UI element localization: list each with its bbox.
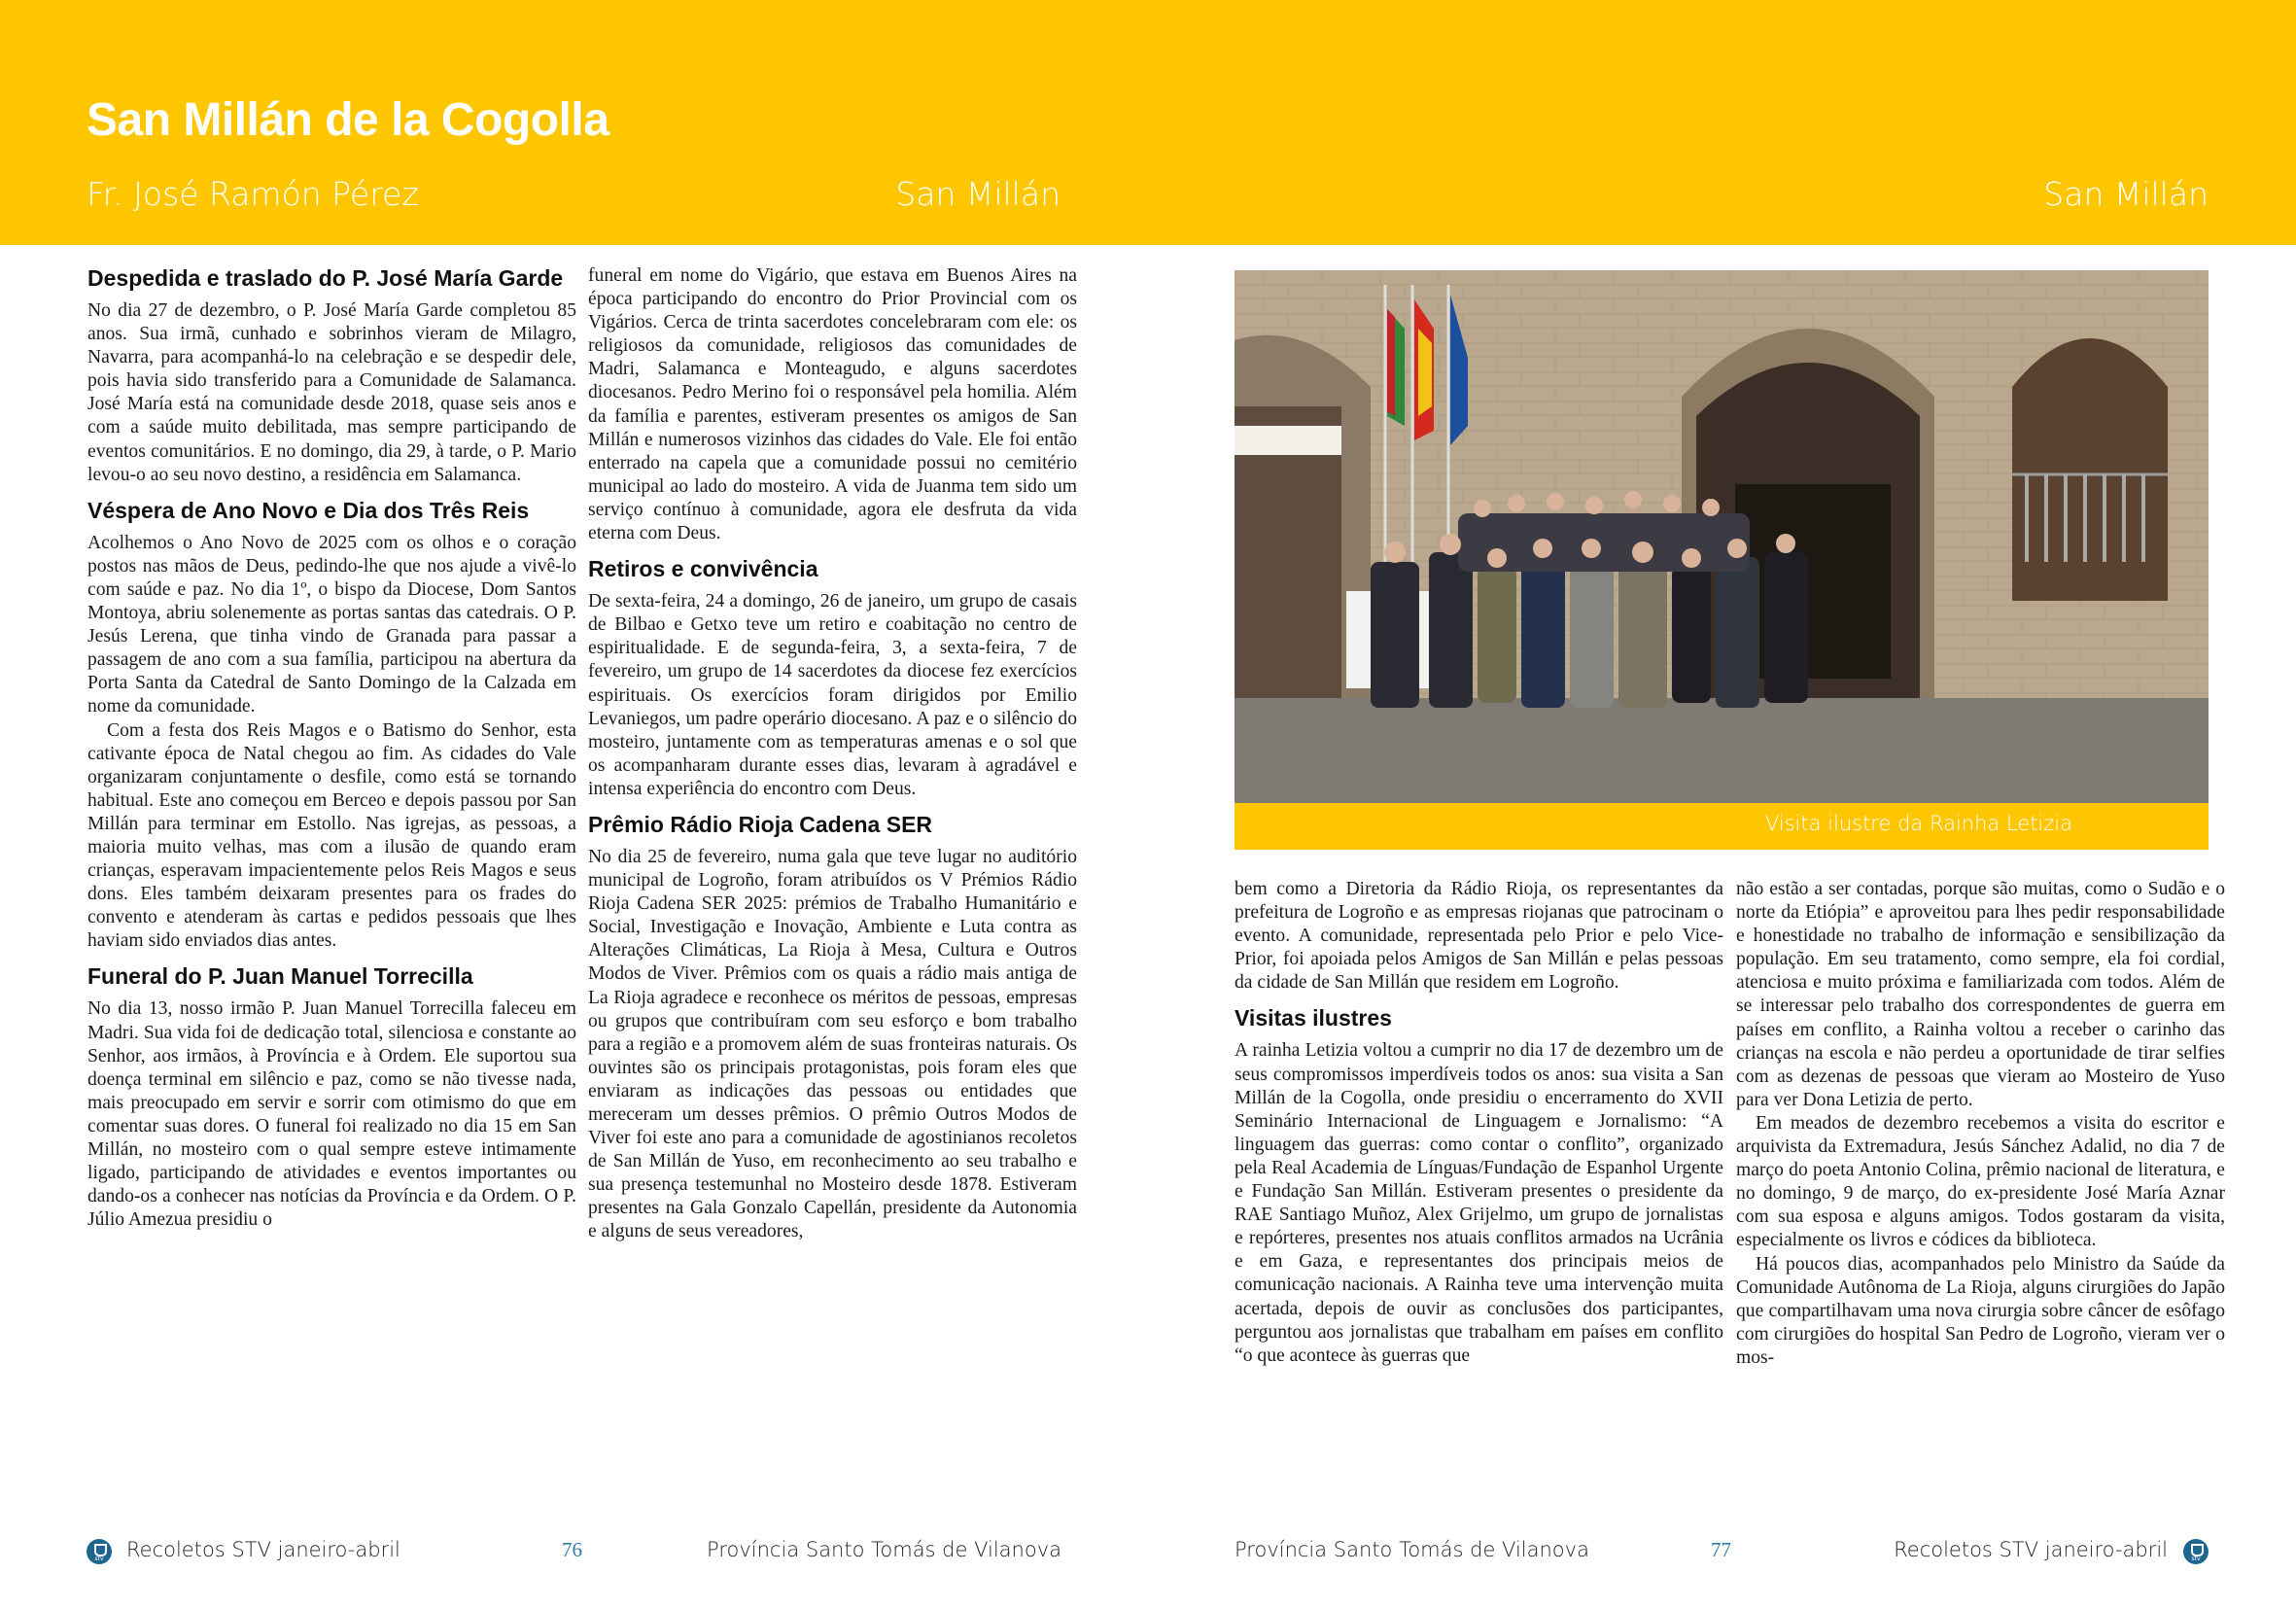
heading-vespera: Véspera de Ano Novo e Dia dos Três Reis — [87, 497, 530, 523]
column-1 — [87, 264, 576, 1232]
footer-magazine-left: Recoletos STV janeiro-abril — [126, 1538, 400, 1561]
paragraph: Em meados de dezembro recebemos a visita do escritor e arquivista da Extremadura, Jesús Sánchez Adalid, no dia 7 de março do poeta Antonio Colina, prêmio nacional de literatura, e no domingo, 9 de março, do ex-presidente José María Aznar com sua esposa e alguns amigos. Todos gostaram da visita, especialmente os livros e códices da biblioteca. — [1736, 1112, 2225, 1251]
footer-province-right: Província Santo Tomás de Vilanova — [1235, 1538, 1589, 1561]
paragraph: bem como a Diretoria da Rádio Rioja, os representantes da prefeitura de Logroño e as empresas riojanas que patrocinam o evento. A comunidade, representada pelo Prior e pelo Vice-Prior, foi apoiada pelos Amigos de San Millán e pelas pessoas da cidade de San Millán que residem em Logroño. — [1235, 879, 1723, 994]
footer-province-left: Província Santo Tomás de Vilanova — [707, 1538, 1061, 1561]
heading-premio: Prêmio Rádio Rioja Cadena SER — [588, 811, 933, 837]
footer-magazine-right: Recoletos STV janeiro-abril — [1894, 1538, 2168, 1561]
paragraph: No dia 25 de fevereiro, numa gala que teve lugar no auditório municipal de Logroño, foram atribuídos os V Prémios Rádio Rioja Cadena SER 2025: prémios de Trabalho Humanitário e Social, Investigação e Inovação, Ambiente e Luta contra as Alterações Climáticas, La Rioja à Mesa, Cultura e Outros Modos de Viver. Prêmios com os quais a rádio mais antiga de La Rioja agradece e reconhece os méritos de pessoas, empresas ou grupos que contribuíram com seu esforço e bom trabalho para a região e a promovem além de suas fronteiras naturais. Os ouvintes são os principais protagonistas, pois foram eles que enviaram as indicações das pessoas ou entidades que mereceram um desses prêmios. O prêmio Outros Modos de Viver foi este ano para a comunidade de agostinianos recoletos de San Millán de Yuso, em reconhecimento ao seu trabalho e sua presença testemunhal no Mosteiro desde 1878. Estiveram presentes na Gala Gonzalo Capellán, presidente da Autonomia e alguns de seus vereadores, — [588, 846, 1077, 1242]
stv-logo-icon: stv — [87, 1539, 112, 1564]
column-2 — [588, 264, 1077, 1244]
paragraph: De sexta-feira, 24 a domingo, 26 de janeiro, um grupo de casais de Bilbao e Getxo teve um retiro e coabitação no centro de espiritualidade. E de segunda-feira, 3, a sexta-feira, 7 de fevereiro, um grupo de 14 sacerdotes da diocese fez exercícios espirituais. Os exercícios foram dirigidos por Emilio Levaniegos, um padre operário diocesano. A paz e o silêncio do mosteiro, juntamente com as temperaturas amenas e o sol que os acompanharam durante esses dias, levaram à agradável e intensa experiência do encontro com Deus. — [588, 591, 1077, 799]
heading-despedida: Despedida e traslado do P. José María Garde — [87, 265, 564, 291]
column-4 — [1736, 878, 2225, 1370]
paragraph: Acolhemos o Ano Novo de 2025 com os olhos e o coração postos nas mãos de Deus, pedindo-lhe que nos ajude a vivê-lo com saúde e paz. No dia 1º, o bispo da Diocese, Dom Santos Montoya, abriu solenemente as portas santas das catedrais. O P. Jesús Lerena, que tinha vindo de Granada para passar a passagem de ano com a sua família, participou na abertura da Porta Santa da Catedral de Santo Domingo de la Calzada em nome da comunidade. — [87, 532, 576, 717]
heading-visitas: Visitas ilustres — [1235, 1005, 1392, 1031]
photo-illustration — [1235, 270, 2209, 803]
author-name: Fr. José Ramón Pérez — [87, 175, 419, 213]
group-photo — [1235, 270, 2209, 803]
paragraph: não estão a ser contadas, porque são muitas, como o Sudão e o norte da Etiópia” e aproveitou para lhes pedir responsabilidade e honestidade no trabalho de informação e sensibilização da população. Em seu tratamento, como sempre, ela foi cordial, atenciosa e muito próxima e familiarizada com todos. Além de se interessar pelo trabalho dos correspondentes de guerra em países em conflito, a Rainha voltou a receber o carinho das crianças na escola e não perdeu a oportunidade de tirar selfies com as dezenas de pessoas que vieram ao Mosteiro de Yuso para ver Dona Letizia de perto. — [1736, 879, 2225, 1110]
page-number-left: 76 — [562, 1538, 582, 1561]
photo-caption: Visita ilustre da Rainha Letizia — [1764, 812, 2072, 835]
column-3 — [1235, 878, 1723, 1368]
section-label-left: San Millán — [895, 175, 1061, 213]
section-label-right: San Millán — [2043, 175, 2209, 213]
paragraph: Com a festa dos Reis Magos e o Batismo do Senhor, esta cativante época de Natal chegou ao fim. As cidades do Vale organizaram conjuntamente o desfile, como está se tornando habitual. Este ano começou em Berceo e depois passou por San Millán para terminar em Estollo. Nas igrejas, as pessoas, a maioria muito velhas, mas com a ilusão de quando eram crianças, esperavam impacientemente pelos Reis Magos e seus dons. Eles também deixaram presentes para os frades do convento e atenderam às cartas e pedidos pessoais que lhes haviam sido enviados dias antes. — [87, 719, 576, 952]
heading-retiros: Retiros e convivência — [588, 556, 818, 582]
stv-logo-icon: stv — [2183, 1539, 2209, 1564]
heading-funeral: Funeral do P. Juan Manuel Torrecilla — [87, 963, 473, 990]
paragraph: No dia 27 de dezembro, o P. José María Garde completou 85 anos. Sua irmã, cunhado e sobrinhos vieram de Milagro, Navarra, para acompanhá-lo na celebração e se despedir dele, pois havia sido transferido para a Comunidade de Salamanca. José María está na comunidade desde 2018, quase seis anos e com a saúde muito debilitada, mas sempre participando de eventos comunitários. E no domingo, dia 29, à tarde, o P. Mario levou-o ao seu novo destino, a residência em Salamanca. — [87, 300, 576, 485]
paragraph: funeral em nome do Vigário, que estava em Buenos Aires na época participando do encontro do Prior Provincial com os Vigários. Cerca de trinta sacerdotes concelebraram com ele: os religiosos da comunidade, religiosos das comunidades de Madri, Salamanca e Monteagudo, e alguns sacerdotes diocesanos. Pedro Merino foi o responsável pela homilia. Além da família e parentes, estiveram presentes os amigos de San Millán e numerosos vizinhos das cidades do Vale. Ele foi então enterrado na capela que a comunidade possui no cemitério municipal ao lado do mosteiro. A vida de Juanma tem sido um serviço contínuo à comunidade, agora ele desfruta da vida eterna com Deus. — [588, 265, 1077, 544]
paragraph: A rainha Letizia voltou a cumprir no dia 17 de dezembro um de seus compromissos imperdíveis todos os anos: sua visita a San Millán de la Cogolla, onde presidiu o encerramento do XVII Seminário Internacional de Linguagem e Jornalismo: “A linguagem das guerras: como contar o conflito”, organizado pela Real Academia de Línguas/Fundação de Espanhol Urgente e Fundação San Millán. Estiveram presentes o presidente da RAE Santiago Muñoz, Alex Grijelmo, um grupo de jornalistas e repórteres, presentes nos atuais conflitos armados na Ucrânia e em Gaza, e representantes dos principais meios de comunicação nacionais. A Rainha teve uma intervenção muita acertada, depois de ouvir as conclusões dos participantes, perguntou aos jornalistas que trabalham em países em conflito “o que acontece às guerras que — [1235, 1040, 1723, 1366]
page-title: San Millán de la Cogolla — [87, 94, 609, 146]
photo-caption-bar — [1235, 803, 2209, 850]
paragraph: Há poucos dias, acompanhados pelo Ministro da Saúde da Comunidade Autônoma de La Rioja, alguns cirurgiões do Japão que compartilhavam uma nova cirurgia sobre câncer de esôfago com cirurgiões do hospital San Pedro de Logroño, vieram ver o mos- — [1736, 1253, 2225, 1368]
page-number-right: 77 — [1711, 1538, 1731, 1561]
paragraph: No dia 13, nosso irmão P. Juan Manuel Torrecilla faleceu em Madri. Sua vida foi de dedicação total, silenciosa e constante ao Senhor, aos irmãos, à Província e à Ordem. Ele suportou sua doença terminal em silêncio e paz, como se não tivesse nada, mais preocupado em servir e sorrir com otimismo do que em comentar suas dores. O funeral foi realizado no dia 15 em San Millán, no mosteiro com o qual sempre esteve intimamente ligado, participando de atividades e eventos importantes ou dando-os a conhecer nas notícias da Província e da Ordem. O P. Júlio Amezua presidiu o — [87, 998, 576, 1231]
